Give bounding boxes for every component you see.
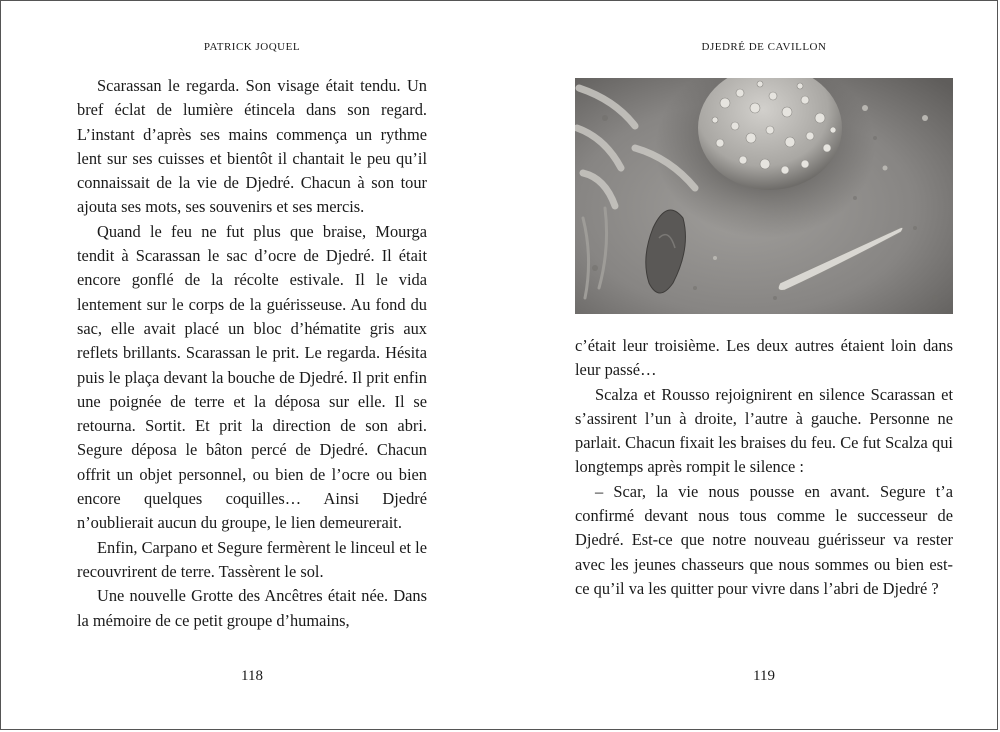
burial-photo [575, 78, 953, 314]
right-page-number: 119 [753, 668, 775, 684]
paragraph: Scarassan le regarda. Son visage était tendu. Un bref éclat de lumière étincela dans son regard. L’instant d’après ses mains commença un rythme lent sur ses cuisses et bientôt il chantait le peu qu’il connaissait de la vie de Djedré. Chacun à son tour ajouta ses mots, ses souvenirs et ses mercis. [77, 76, 427, 217]
paragraph: Quand le feu ne fut plus que braise, Mourga tendit à Scarassan le sac d’ocre de Djedré. Il était encore gonflé de la récolte estivale. Il le vida lentement sur le corps de la guérisseuse. Au fond du sac, elle avait placé un bloc d’hématite gris aux reflets brillants. Scarassan le prit. Le regarda. Hésita puis le plaça devant la bouche de Djedré. Il prit enfin une poignée de terre et la déposa sur elle. Il se retourna. Sortit. Et prit la direction de son abri. Segure déposa le bâton percé de Djedré. Chacun offrit un objet personnel, ou bien de l’ocre ou bien encore quelques coquilles… Ainsi Djedré n’oublierait aucun du groupe, le lien demeurerait. [77, 221, 427, 533]
left-page-text [77, 74, 427, 633]
paragraph: – Scar, la vie nous pousse en avant. Segure t’a confirmé devant nous tous comme le successeur de Djedré. Est-ce que notre nouveau guérisseur va rester avec les jeunes chasseurs que nous sommes ou bien est-ce qu’il va les quitter pour vivre dans l’abri de Djedré ? [575, 481, 953, 598]
right-page-text [575, 334, 953, 601]
paragraph: Une nouvelle Grotte des Ancêtres était née. Dans la mémoire de ce petit groupe d’humains, [77, 586, 427, 630]
paragraph: Enfin, Carpano et Segure fermèrent le linceul et le recouvrirent de terre. Tassèrent le sol. [77, 537, 427, 581]
paragraph: Scalza et Rousso rejoignirent en silence Scarassan et s’assirent l’un à droite, l’autre à gauche. Personne ne parlait. Chacun fixait les braises du feu. Ce fut Scalza qui longtemps après rompit le silence : [575, 384, 953, 477]
paragraph: c’était leur troisième. Les deux autres étaient loin dans leur passé… [575, 336, 953, 380]
left-page-number: 118 [241, 668, 263, 684]
left-running-header: PATRICK JOQUEL [203, 41, 301, 53]
right-running-header: DJEDRÉ DE CAVILLON [701, 41, 827, 53]
